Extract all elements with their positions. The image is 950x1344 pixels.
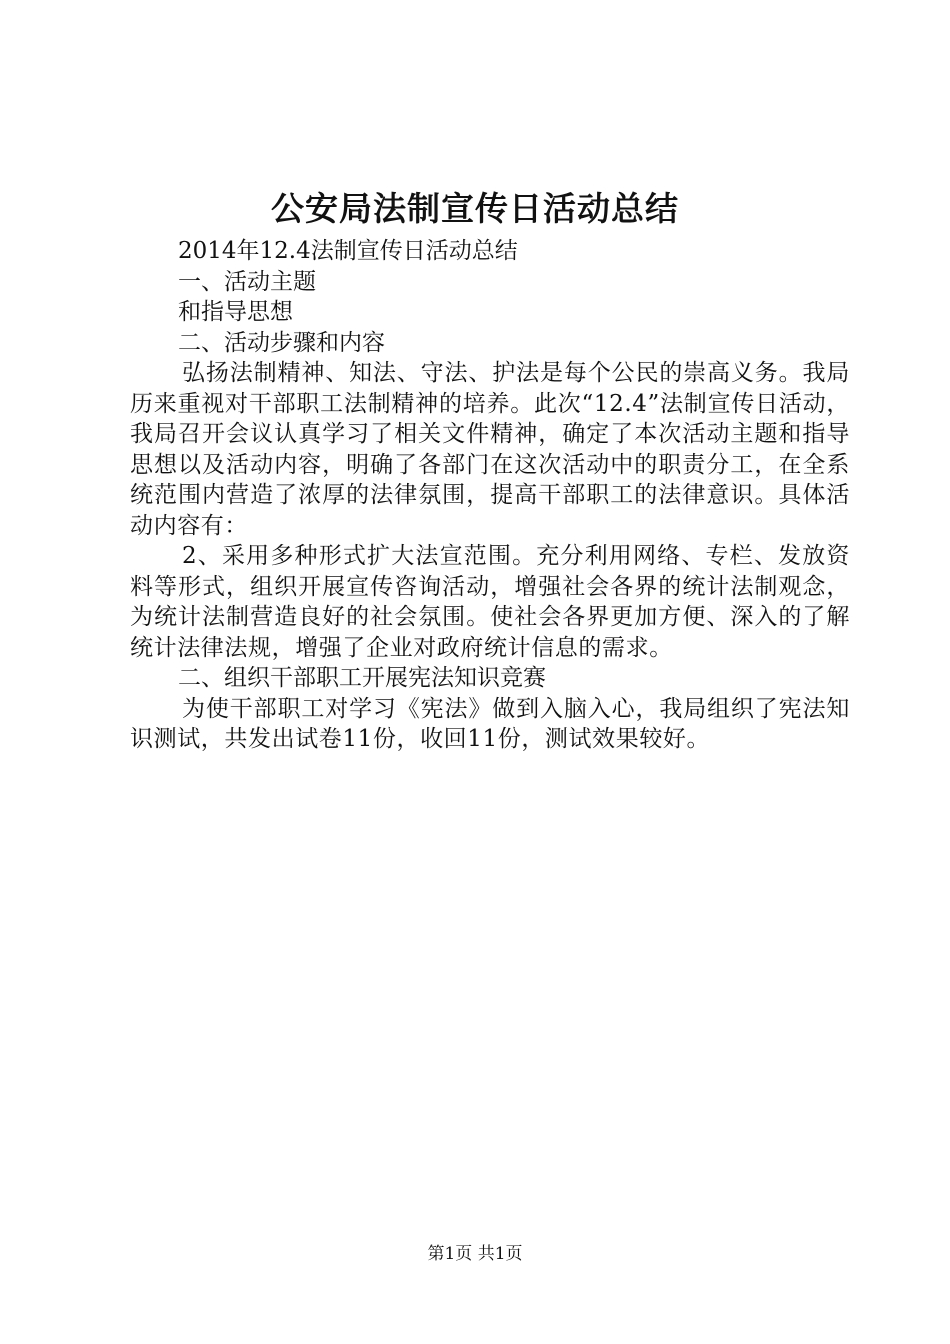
paragraph: 2、采用多种形式扩大法宣范围。充分利用网络、专栏、发放资料等形式，组织开展宣传咨询活动，增强社会各界的统计法制观念，为统计法制营造良好的社会氛围。使社会各界更加方便、深入的了解统计法律法规，增强了企业对政府统计信息的需求。	[130, 543, 850, 661]
section-heading: 二、组织干部职工开展宪法知识竞赛	[178, 665, 546, 691]
section-heading: 一、活动主题	[178, 268, 316, 295]
section-text: 和指导思想	[178, 299, 293, 325]
paragraph: 为使干部职工对学习《宪法》做到入脑入心，我局组织了宪法知识测试，共发出试卷11份，收回11份，测试效果较好。	[130, 695, 850, 752]
document-subtitle: 2014年12.4法制宣传日活动总结	[178, 238, 518, 264]
document-body	[130, 236, 850, 755]
paragraph: 弘扬法制精神、知法、守法、护法是每个公民的崇高义务。我局历来重视对干部职工法制精神的培养。此次“12.4”法制宣传日活动，我局召开会议认真学习了相关文件精神，确定了本次活动主题和指导思想以及活动内容，明确了各部门在这次活动中的职责分工，在全系统范围内营造了浓厚的法律氛围，提高干部职工的法律意识。具体活动内容有：	[130, 360, 850, 539]
document-title: 公安局法制宣传日活动总结	[271, 189, 679, 228]
page-footer: 第1页 共1页	[427, 1244, 523, 1264]
section-heading: 二、活动步骤和内容	[178, 329, 385, 356]
